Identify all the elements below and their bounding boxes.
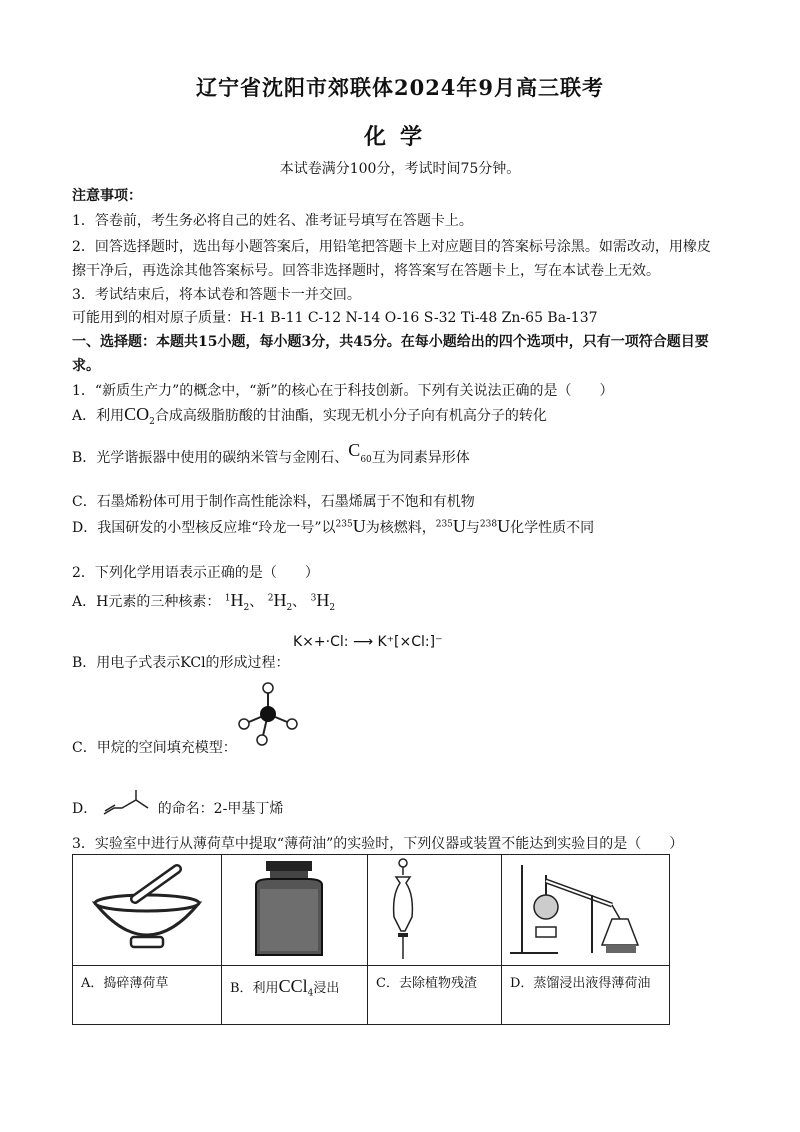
bottle-cell [222,855,368,966]
q3-option-a: A．捣碎薄荷草 [73,966,222,1025]
kcl-formation-diagram [293,634,442,650]
reaction-arrow: ⟶ [352,634,374,650]
skeletal-structure-image [102,790,158,818]
notice-heading: 注意事项： [72,188,142,204]
reagent-bottle-image [222,855,367,961]
notice-item-3: 3．考试结束后，将本试卷和答题卡一并交回。 [72,287,361,303]
q3-option-b: B．利用CCl$_4$浸出 [222,966,368,1025]
separatory-funnel-image [368,855,501,961]
section-heading: 一、选择题：本题共15小题，每小题3分，共45分。在每小题给出的四个选项中，只有一项符合题目要 [72,334,709,350]
q1-option-a: A．利用$CO_2$合成高级脂肪酸的甘油酯，实现无机小分子向有机高分子的转化 [72,404,547,427]
atomic-masses: 可能用到的相对原子质量：H-1 B-11 C-12 N-14 O-16 S-32 Ti-48 Zn-65 Ba-137 [72,310,598,326]
q3-option-c: C．去除植物残渣 [368,966,502,1025]
mortar-cell [73,855,222,966]
notice-item-1: 1．答卷前，考生务必将自己的姓名、准考证号填写在答题卡上。 [72,213,473,229]
notice-item-2b: 擦干净后，再选涂其他答案标号。回答非选择题时，将答案写在答题卡上，写在本试卷上无效。 [72,263,660,279]
q3-option-d: D．蒸馏浸出液得薄荷油 [502,966,670,1025]
q2-stem: 2．下列化学用语表示正确的是（ ） [72,565,319,581]
q2-option-a: A．H元素的三种核素： $^1H_2$、 $^2H_2$、 $^3H_2$ [72,590,336,613]
methane-model-image [234,680,304,750]
kcl-reactants: K×+·Cl: [293,634,349,650]
notice-item-2a: 2．回答选择题时，选出每小题答案后，用铅笔把答题卡上对应题目的答案标号涂黑。如需改动，用橡皮 [72,239,711,255]
q2-option-d: D． 的命名：2-甲基丁烯 [72,790,283,818]
distillation-cell [502,855,670,966]
section-heading-cont: 求。 [72,358,100,374]
mortar-pestle-image [73,855,221,961]
distillation-apparatus-image [502,855,669,961]
q2-option-b: B．用电子式表示KCl的形成过程： [72,655,290,671]
exam-info: 本试卷满分100分，考试时间75分钟。 [279,161,521,177]
funnel-cell [368,855,502,966]
page-title: 辽宁省沈阳市郊联体2024年9月高三联考 [195,75,605,100]
subject-title: 化学 [363,124,436,150]
q1-option-b: B．光学谐振器中使用的碳纳米管与金刚石、$C_{60}$互为同素异形体 [72,440,470,466]
q1-stem: 1．“新质生产力”的概念中，“新”的核心在于科技创新。下列有关说法正确的是（ ） [72,383,614,399]
q1-option-c: C．石墨烯粉体可用于制作高性能涂料，石墨烯属于不饱和有机物 [72,494,475,510]
q3-options-table [72,854,670,1025]
q3-stem: 3．实验室中进行从薄荷草中提取“薄荷油”的实验时，下列仪器或装置不能达到实验目的是（ ） [72,836,684,852]
kcl-product: K⁺[×Cl:]⁻ [377,634,443,650]
q1-option-d: D．我国研发的小型核反应堆“玲龙一号”以$^{235}$U为核燃料，$^{235}$U与$^{238}$U化学性质不同 [72,516,595,536]
q2-option-c: C．甲烷的空间填充模型： [72,740,237,756]
